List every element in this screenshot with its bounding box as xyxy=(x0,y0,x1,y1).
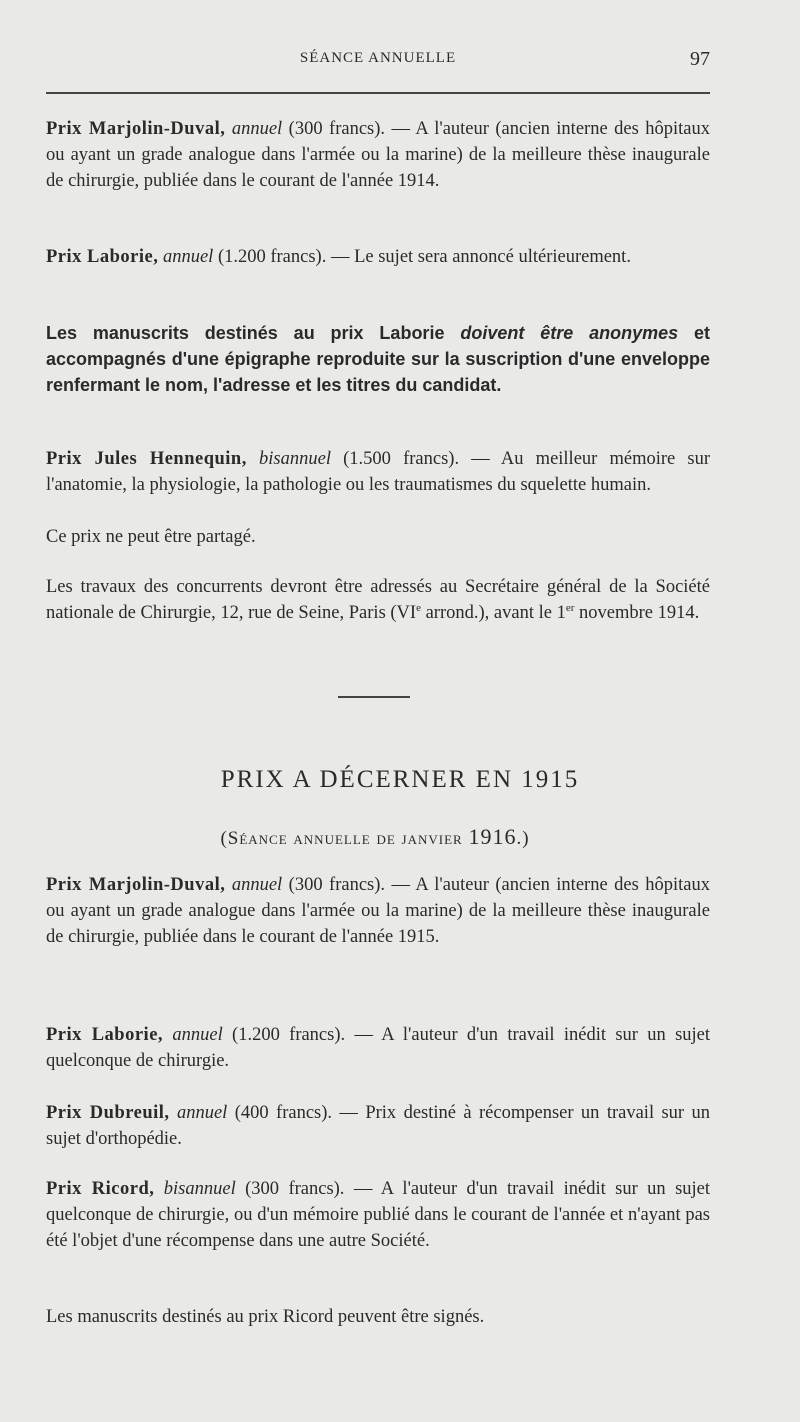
prize-name: Prix Laborie, xyxy=(46,1025,164,1045)
prize-name: Prix Marjolin-Duval, xyxy=(46,119,226,139)
note-text-italic: doivent être anonymes xyxy=(460,323,679,343)
prize-description: (1.200 francs). — Le sujet sera annoncé ultérieurement. xyxy=(213,247,631,267)
submission-text: Les travaux des concurrents devront être adressés au Secrétaire général de la Société nationale de Chirurgie, 12, rue de Seine, Paris (VI xyxy=(46,577,710,623)
note-text-start: Les manuscrits destinés au prix Laborie xyxy=(46,323,461,343)
prize-description: (300 francs). — A l'auteur d'un travail inédit sur un sujet quelconque de chirurgie, ou d'un mémoire publié dans le courant de l'année et n'ayant pas été l'objet d'une récompense dans une autre Société. xyxy=(46,1179,711,1251)
submission-instructions xyxy=(46,574,710,626)
prize-ricord xyxy=(46,1176,710,1254)
subtitle-text: (Séance annuelle de janvier xyxy=(220,828,469,849)
submission-end: novembre 1914. xyxy=(574,603,700,623)
prize-dubreuil xyxy=(46,1100,710,1152)
submission-sup-e: e xyxy=(416,601,421,614)
prize-description: (300 francs). — A l'auteur (ancien interne des hôpitaux ou ayant un grade analogue dans l'armée ou la marine) de la meilleure thèse inaugurale de chirurgie, publiée dans le courant de l'année 1914. xyxy=(46,119,710,191)
prize-qualifier: annuel xyxy=(162,247,214,267)
prize-name: Prix Dubreuil, xyxy=(46,1103,170,1123)
prize-description: (300 francs). — A l'auteur (ancien interne des hôpitaux ou ayant un grade analogue dans l'armée ou la marine) de la meilleure thèse inaugurale de chirurgie, publiée dans le courant de l'année 1915. xyxy=(46,875,710,947)
page-number: 97 xyxy=(690,48,710,70)
prize-qualifier: bisannuel xyxy=(163,1179,236,1199)
running-title: SÉANCE ANNUELLE xyxy=(299,50,457,66)
subtitle-year: 1916 xyxy=(468,824,517,849)
section-subtitle xyxy=(0,824,750,850)
prize-marjolin-duval-1914 xyxy=(46,116,710,194)
prize-marjolin-duval-1915 xyxy=(46,872,710,950)
subtitle-end: .) xyxy=(516,828,530,849)
prize-qualifier: bisannuel xyxy=(259,449,331,469)
note-text-end: et accompagnés d'une épigraphe reproduite sur la suscription d'une enveloppe renfermant le nom, l'adresse et les titres du candidat. xyxy=(46,323,710,395)
prize-qualifier: annuel xyxy=(172,1025,223,1045)
prize-qualifier: annuel xyxy=(176,1103,228,1123)
submission-mid: arrond.), avant le 1 xyxy=(420,603,566,623)
prize-qualifier: annuel xyxy=(231,875,283,895)
prize-name: Prix Ricord, xyxy=(46,1179,155,1199)
ricord-signature-note: Les manuscrits destinés au prix Ricord peuvent être signés. xyxy=(46,1307,485,1327)
laborie-anonymity-note xyxy=(46,320,710,398)
prize-description: (400 francs). — Prix destiné à récompenser un travail sur un sujet d'orthopédie. xyxy=(46,1103,711,1149)
hennequin-note: Ce prix ne peut être partagé. xyxy=(46,527,256,547)
submission-sup-er: er xyxy=(565,601,575,614)
section-divider xyxy=(338,696,410,698)
section-title: PRIX A DÉCERNER EN 1915 xyxy=(220,766,580,793)
prize-name: Prix Jules Hennequin, xyxy=(46,449,247,469)
page-header xyxy=(46,50,710,80)
prize-description: (1.200 francs). — A l'auteur d'un travail inédit sur un sujet quelconque de chirurgie. xyxy=(46,1025,711,1071)
prize-description: (1.500 francs). — Au meilleur mémoire sur l'anatomie, la physiologie, la pathologie ou les traumatismes du squelette humain. xyxy=(46,449,711,495)
prize-name: Prix Laborie, xyxy=(46,247,159,267)
prize-qualifier: annuel xyxy=(231,119,283,139)
header-rule xyxy=(46,92,710,94)
prize-name: Prix Marjolin-Duval, xyxy=(46,875,226,895)
prize-laborie-1914 xyxy=(46,244,710,270)
prize-laborie-1915 xyxy=(46,1022,710,1074)
prize-jules-hennequin xyxy=(46,446,710,498)
